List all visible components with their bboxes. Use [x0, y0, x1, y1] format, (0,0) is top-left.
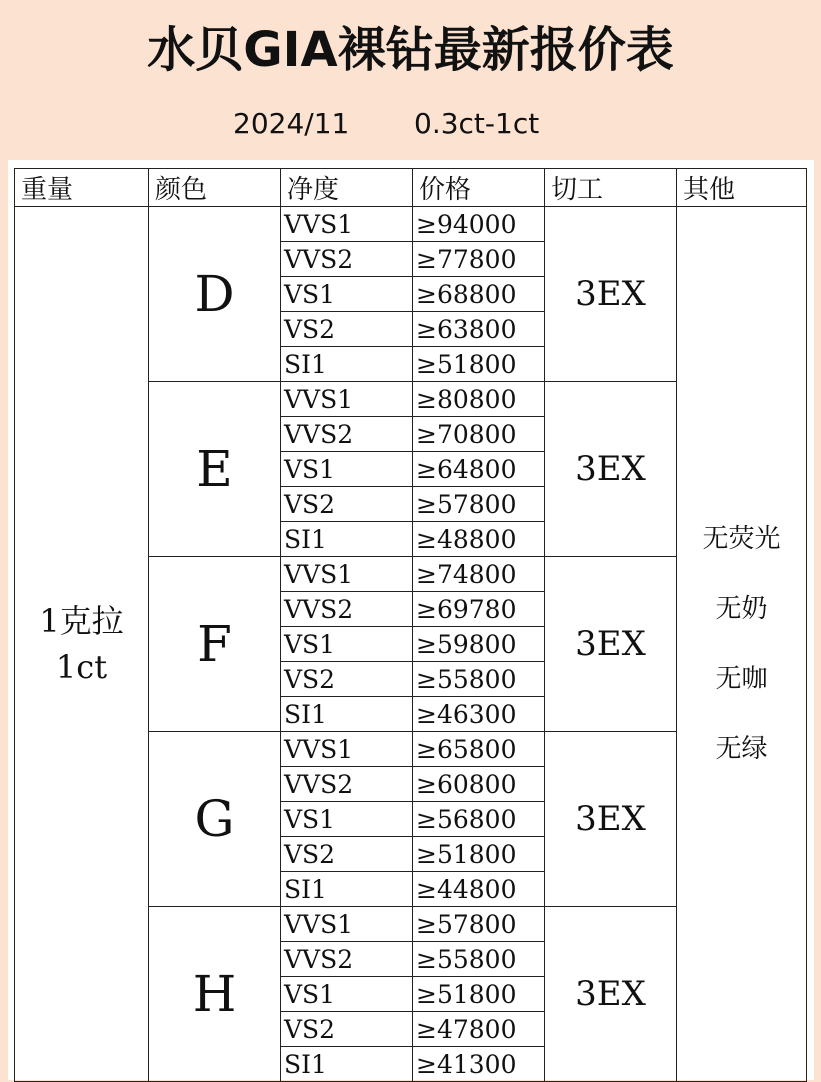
price-cell: ≥60800	[413, 767, 545, 802]
price-cell: ≥80800	[413, 382, 545, 417]
price-cell: ≥68800	[413, 277, 545, 312]
price-cell: ≥51800	[413, 347, 545, 382]
cut-grade-cell: 3EX	[545, 207, 677, 382]
clarity-cell: VVS1	[281, 732, 413, 767]
price-cell: ≥63800	[413, 312, 545, 347]
price-cell: ≥48800	[413, 522, 545, 557]
price-table	[14, 168, 807, 1082]
price-cell: ≥65800	[413, 732, 545, 767]
color-grade-cell: E	[149, 382, 281, 557]
clarity-cell: VVS1	[281, 382, 413, 417]
price-cell: ≥57800	[413, 907, 545, 942]
cut-grade-cell: 3EX	[545, 382, 677, 557]
clarity-cell: VS1	[281, 802, 413, 837]
carat-range: 0.3ct-1ct	[414, 107, 540, 140]
price-cell: ≥44800	[413, 872, 545, 907]
color-grade-cell: H	[149, 907, 281, 1082]
clarity-cell: VVS2	[281, 242, 413, 277]
price-sheet	[8, 160, 814, 1080]
price-cell: ≥57800	[413, 487, 545, 522]
price-cell: ≥51800	[413, 837, 545, 872]
other-note: 无绿	[715, 734, 768, 764]
weight-label-cn: 1克拉	[39, 602, 124, 640]
clarity-cell: VVS1	[281, 907, 413, 942]
price-cell: ≥59800	[413, 627, 545, 662]
other-note: 无咖	[715, 664, 768, 694]
clarity-cell: SI1	[281, 1047, 413, 1082]
clarity-cell: SI1	[281, 872, 413, 907]
other-notes-cell	[677, 207, 807, 1082]
clarity-cell: VS2	[281, 312, 413, 347]
cut-grade-cell: 3EX	[545, 557, 677, 732]
price-cell: ≥55800	[413, 942, 545, 977]
clarity-cell: SI1	[281, 697, 413, 732]
clarity-cell: VS1	[281, 277, 413, 312]
clarity-cell: VS1	[281, 452, 413, 487]
price-cell: ≥46300	[413, 697, 545, 732]
header-color: 颜色	[149, 169, 281, 207]
price-cell: ≥70800	[413, 417, 545, 452]
table-row	[15, 207, 807, 242]
price-cell: ≥41300	[413, 1047, 545, 1082]
clarity-cell: VVS1	[281, 557, 413, 592]
clarity-cell: VVS1	[281, 207, 413, 242]
clarity-cell: VVS2	[281, 417, 413, 452]
clarity-cell: VS1	[281, 977, 413, 1012]
clarity-cell: VS2	[281, 837, 413, 872]
weight-cell	[15, 207, 149, 1082]
price-date: 2024/11	[233, 107, 350, 140]
clarity-cell: VVS2	[281, 592, 413, 627]
header-other: 其他	[677, 169, 807, 207]
clarity-cell: VS1	[281, 627, 413, 662]
clarity-cell: SI1	[281, 347, 413, 382]
other-note: 无奶	[715, 594, 768, 624]
header-clarity: 净度	[281, 169, 413, 207]
price-cell: ≥69780	[413, 592, 545, 627]
price-cell: ≥55800	[413, 662, 545, 697]
price-cell: ≥94000	[413, 207, 545, 242]
clarity-cell: VVS2	[281, 767, 413, 802]
other-note: 无荧光	[702, 524, 781, 554]
clarity-cell: SI1	[281, 522, 413, 557]
color-grade-cell: D	[149, 207, 281, 382]
header-price: 价格	[413, 169, 545, 207]
table-header-row	[15, 169, 807, 207]
page-title: 水贝GIA裸钻最新报价表	[147, 22, 674, 78]
price-cell: ≥47800	[413, 1012, 545, 1047]
header-weight: 重量	[15, 169, 149, 207]
color-grade-cell: G	[149, 732, 281, 907]
price-cell: ≥51800	[413, 977, 545, 1012]
price-cell: ≥77800	[413, 242, 545, 277]
clarity-cell: VS2	[281, 662, 413, 697]
cut-grade-cell: 3EX	[545, 907, 677, 1082]
clarity-cell: VS2	[281, 1012, 413, 1047]
weight-label-en: 1ct	[55, 648, 108, 686]
price-cell: ≥56800	[413, 802, 545, 837]
price-cell: ≥74800	[413, 557, 545, 592]
color-grade-cell: F	[149, 557, 281, 732]
header-cut: 切工	[545, 169, 677, 207]
clarity-cell: VVS2	[281, 942, 413, 977]
cut-grade-cell: 3EX	[545, 732, 677, 907]
clarity-cell: VS2	[281, 487, 413, 522]
price-cell: ≥64800	[413, 452, 545, 487]
